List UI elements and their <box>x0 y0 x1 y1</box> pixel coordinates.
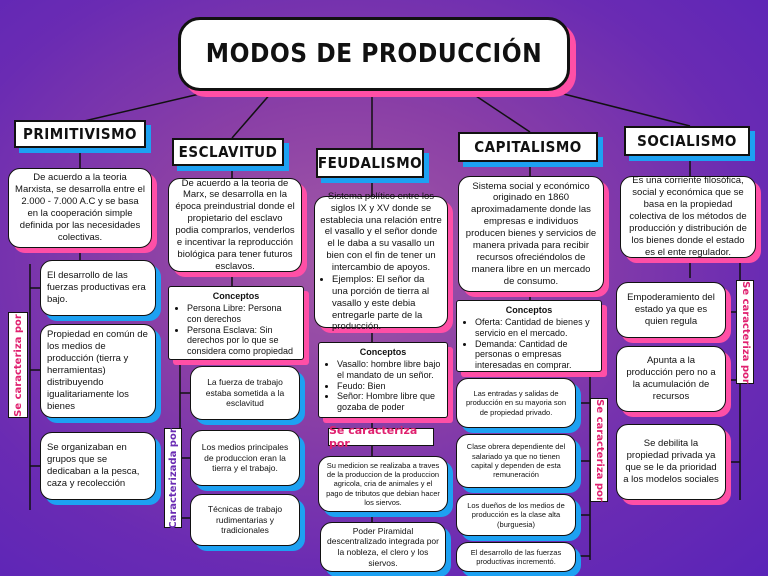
primitivismo-trait: Propiedad en común de los medios de producción (tierra y herramientas) distribuyendo igualitariamente los bienes <box>40 324 156 418</box>
page-title: MODOS DE PRODUCCIÓN <box>178 17 570 91</box>
header-esclavitud: ESCLAVITUD <box>172 138 284 166</box>
socialismo-definition: Es una corriente filosófica, social y económica que se basa en la propiedad colectiva de los métodos de producción y distribución de los bienes donde el estado es el ente regulador. <box>620 176 756 258</box>
capitalismo-trait: Clase obrera dependiente del salariado ya que no tienen capital y dependen de esta remuneración <box>456 434 576 488</box>
esclavitud-concepts <box>168 286 304 360</box>
esclavitud-definition: De acuerdo a la teoria de Marx, se desarrolla en la época preindustrial donde el propietario del esclavo podia comprarlos, venderlos e incentivar la reproducción biológica para tener futuros esclavos. <box>168 178 302 272</box>
primitivismo-trait: El desarrollo de las fuerzas productivas era bajo. <box>40 260 156 316</box>
concept-item: • Persona Libre: Persona con derechos <box>187 303 297 325</box>
feudalismo-example: • Ejemplos: El señor da una porción de tierra al vasallo y este debia entregarle parte de la producción. <box>332 274 442 333</box>
feudalismo-tag: Se caracteriza por <box>328 428 434 446</box>
feudalismo-definition-text: Sistema político entre los siglos IX y XV donde se establecia una relación entre el vasallo y el señor donde el le daba a su vasallo un bien con el fin de tener un intercambio de apoyos. <box>320 190 442 273</box>
esclavitud-trait: Los medios principales de produccion eran la tierra y el trabajo. <box>190 430 300 486</box>
esclavitud-trait: Técnicas de trabajo rudimentarias y tradicionales <box>190 494 300 546</box>
concept-item: • Oferta: Cantidad de bienes y servicio en el mercado. <box>475 317 595 339</box>
capitalismo-trait: Los dueños de los medios de producción es la clase alta (burguesia) <box>456 494 576 536</box>
esclavitud-trait: La fuerza de trabajo estaba sometida a la esclavitud <box>190 366 300 420</box>
primitivismo-tag: Se caracteriza por <box>8 312 28 418</box>
capitalismo-trait: El desarrollo de las fuerzas productivas incrementó. <box>456 542 576 572</box>
capitalismo-tag: Se caracteriza por <box>590 398 608 502</box>
socialismo-tag: Se caracteriza por <box>736 280 754 384</box>
feudalismo-definition <box>314 190 448 333</box>
header-feudalismo: FEUDALISMO <box>316 148 424 178</box>
header-primitivismo: PRIMITIVISMO <box>14 120 146 148</box>
concept-item: • Demanda: Cantidad de personas o empresas interesadas en comprar. <box>475 339 595 371</box>
concept-item: • Feudo: Bien <box>337 381 441 392</box>
esclavitud-tag: Caracterizada por <box>164 428 182 528</box>
socialismo-trait: Empoderamiento del estado ya que es quien regula <box>616 282 726 338</box>
concepts-title: Conceptos <box>212 291 260 301</box>
concept-item: • Señor: Hombre libre que gozaba de poder <box>337 391 441 413</box>
feudalismo-trait: Su medicion se realizaba a traves de la produccion de la produccion agricola, cria de animales y el pago de tributos que debian hacer los siervos. <box>318 456 448 512</box>
concept-item: • Vasallo: hombre libre bajo el mandato de un señor. <box>337 359 441 381</box>
primitivismo-definition: De acuerdo a la teoria Marxista, se desarrolla entre el 2.000 - 7.000 A.C y se basa en la cooperación simple definida por las necesidades colectivas. <box>8 168 152 248</box>
feudalismo-trait: Poder Piramidal descentralizado integrada por la nobleza, el clero y los siervos. <box>320 522 446 572</box>
concepts-title: Conceptos <box>359 347 407 357</box>
capitalismo-definition: Sistema social y económico originado en 1860 aproximadamente donde las empresas e individuos producen bienes y servicios de manera privada para recibir recursos ofreciéndolos de manera libre en un mercado de consumo. <box>458 176 604 292</box>
concepts-title: Conceptos <box>505 305 553 315</box>
socialismo-trait: Se debilita la propiedad privada ya que se le da prioridad a los modelos sociales <box>616 424 726 500</box>
feudalismo-concepts <box>318 342 448 418</box>
concept-item: • Persona Esclava: Sin derechos por lo que se considera como propiedad <box>187 325 297 357</box>
primitivismo-trait: Se organizaban en grupos que se dedicaban a la pesca, caza y recolección <box>40 432 156 500</box>
socialismo-trait: Apunta a la producción pero no a la acumulación de recursos <box>616 346 726 412</box>
header-capitalismo: CAPITALISMO <box>458 132 598 162</box>
capitalismo-trait: Las entradas y salidas de producción en su mayoria son de propiedad privado. <box>456 378 576 428</box>
header-socialismo: SOCIALISMO <box>624 126 750 156</box>
capitalismo-concepts <box>456 300 602 372</box>
